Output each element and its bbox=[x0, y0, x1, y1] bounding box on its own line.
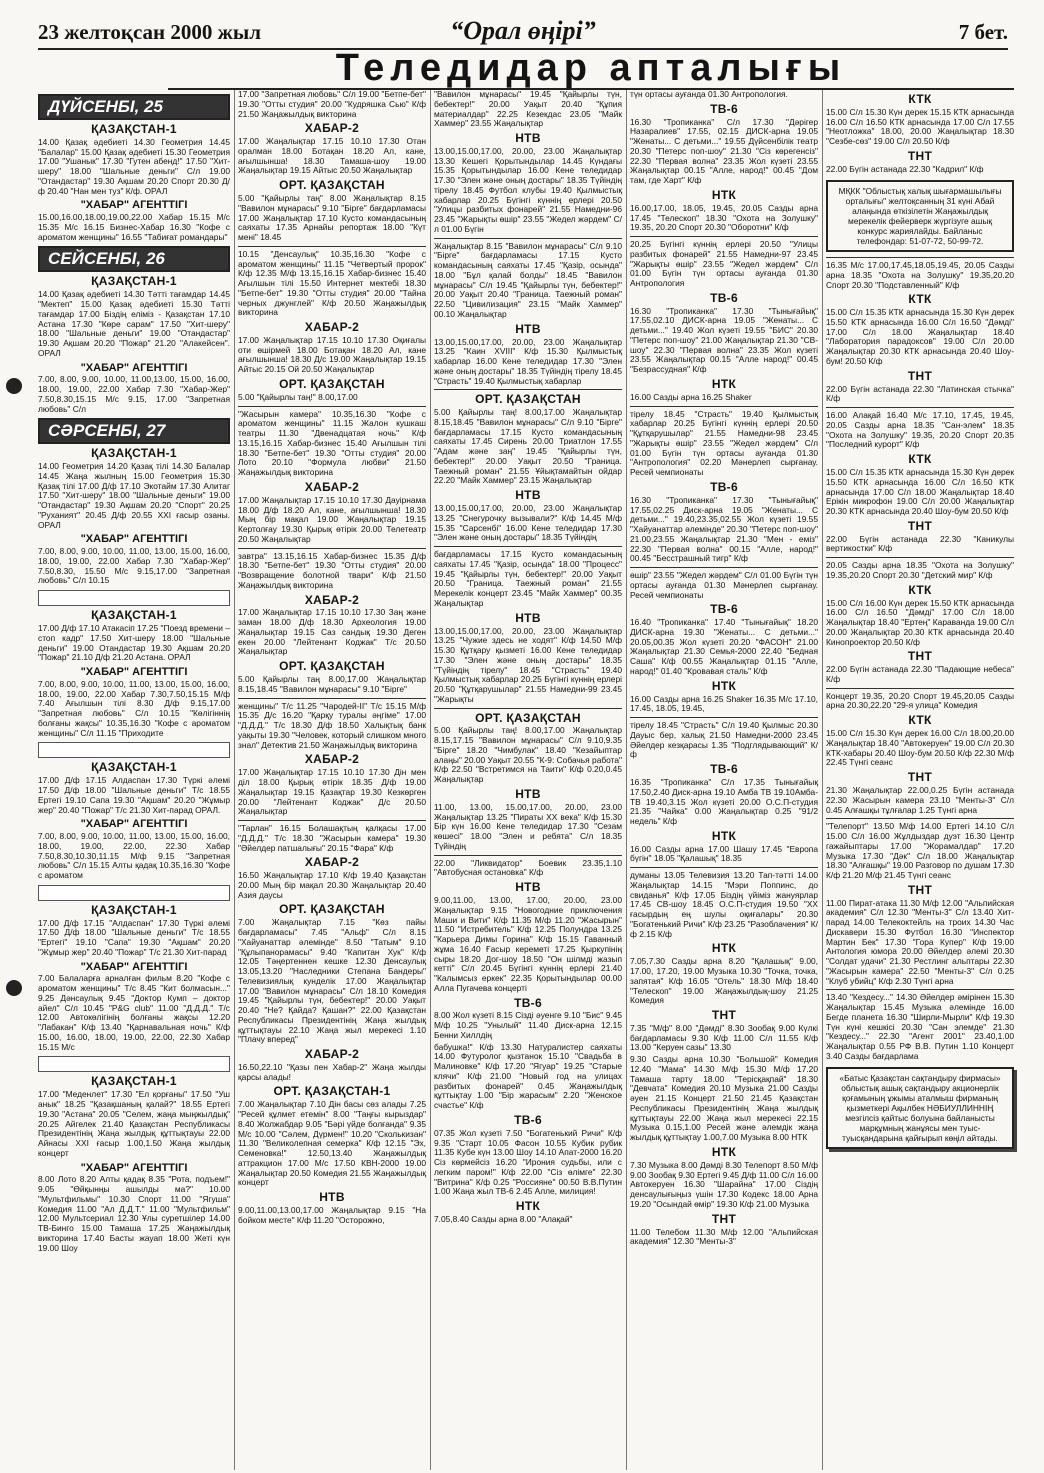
program-listing: 16.35 "Тропиканка" С/л 17.35 Тынығайық 17.50,2.40 Диск-арна 19.10 Амба ТВ 19.10Амба-ТВ 19.40,3.15 Жол күзеті 20.00 О.С.П-студия 21.35 "Чайка" 0.00 Жаңалықтар 0.25 "91/2 недель" К/ф bbox=[630, 777, 818, 826]
channel-name: НТВ bbox=[515, 880, 541, 895]
channel-name: ҚАЗАҚСТАН-1 bbox=[91, 608, 177, 623]
program-listing: 5.00 Қайырлы таң! 8.00,17.00 Жаңалықтар 8.15,17.15 "Вавилон мұнарасы" С/л 9.10,9.35 "Бірге" 18.20 "Чимбулак" 18.40 "Кезайыптар алаңы" 20.00 Уақыт 20.55 "К-9: Собачья работа" К/ф 22.50 "Встретимся на Таити" К/ф 0.20,0.45 Жаңалықтар bbox=[434, 725, 622, 785]
program-listing: 16.00,17.00, 18.05, 19.45, 20.05 Сазды арна 17.45 "Телескоп" 18.30 "Охота на Золушку" 19.35, 20.20 Спорт 20.30 "Оборотни" К/ф bbox=[630, 202, 818, 233]
section-divider bbox=[826, 557, 1014, 558]
program-listing: 5.00 "Қайырлы таң" 8.00 Жаңалықтар 8.15 "Вавилон мұнарасы" 9.10 "Бірге" бағдарламасы 17.00 Жаңалықтар 17.10 Кусто командасының саяхаты 17.35 Арнайы репортаж 18.00 "Күт мені" 18.45 bbox=[238, 193, 426, 243]
section-divider bbox=[826, 818, 1014, 819]
channel-name: ОРТ. ҚАЗАҚСТАН bbox=[279, 178, 385, 193]
channel-name: ХАБАР-2 bbox=[304, 592, 360, 607]
section-divider bbox=[630, 867, 818, 868]
program-listing: 16.30 "Тропиканка" 17.30 "Тынығайық" 17.55,02.25 Диск-арна 19.05 "Женаты... С детьми..." 19.40,23.35,02.55 Жол күзеті 19.55 "Хайуанаттар әлемінде" 20.30 "Петерс поп-шоу" 21.00,23.55 Жаңалықтар 21.30 "Мен - еміз" 22.30 "Первая волна" 00.15 "Алле, народ!" 00.45 "Бесстрашный тигр" К/ф bbox=[630, 494, 818, 564]
program-listing: "Жасырын камера" 10.35,16.30 "Кофе с ароматом женщины" 11.15 Жалон кушкаш театры 11.30 "Двенадцатая ночь" К/ф 13.15,16.15 Хабар-бизнес 15.40 Ағылшын тілі 18.30 "Бетпе-бет" 19.30 "Отты студия" 20.00 Лото 20.10 "Формула любви" 21.50 Жаңажылдық викторина bbox=[238, 408, 426, 478]
program-listing: 17.00 Жаңалықтар 17.15 10.10 17.30 Оқиғалы оти өшірмей 18.00 Ботақан 18.20 Ал, кане ағылшынша! 18.30 Д/с 19.00 Жаңалықтар 19.15 Айтыс 20.15 Ой 20.50 Жаңалықтар bbox=[238, 334, 426, 375]
program-listing: 17.00 Д/ф 17.10 Атакасіп 17.25 "Поезд времени – стоп кадр" 17.50 Хит-шеру 18.00 "Шальные деньги" 19.00 Отандастар 19.30 Ақшам 20.20 "Пожар" 21.10 Д/ф 21.20 Астана. ОРАЛ bbox=[38, 623, 230, 663]
program-listing: 5.00 Қайырлы таң! 8.00,17.00 Жаңалықтар 8.15,18.45 "Вавилон мұнарасы" С/л 9.10 "Бірге" бағдарламасы 17.15 Кусто командасының саяхаты 17.45 Сирень 20.00 Триатлон 17.55 "Адам және заң" 19.45 "Қайырлы түн, бебектер!" 20.00 Уақыт 20.50 "Граница. Таежный роман" 21.55 Ұйықтамайтын ойдар 22.20 "Майк Хаммер" 23.15 Жаңалықтар bbox=[434, 407, 622, 486]
channel-name: ҚАЗАҚСТАН-1 bbox=[91, 122, 177, 136]
channel-name: НТК bbox=[711, 1144, 737, 1159]
channel-name: ХАБАР-2 bbox=[304, 752, 360, 767]
program-listing: 16.00 Сазды арна 16.25 Shaker 16.35 М/с 17.10, 17.45, 18.05, 19.45, bbox=[630, 693, 818, 714]
program-listing: 17.00 Д/ф 17.15 Алдаспан 17.30 Түркі әлемі 17.50 Д/ф 18.00 "Шальные деньги" Т/с 18.55 Ертегі 19.10 Сапа 19.30 "Ақшам" 20.20 "Жұмыр жер" 20.40 "Пожар" Т/с 21.30 Хит-парад ОРАЛ. bbox=[38, 775, 230, 815]
program-listing: 22.00 Бүгін астанада 22.30 "Кадрил" К/ф bbox=[826, 163, 984, 174]
program-listing: Жаңалықтар 8.15 "Вавилон мұнарасы" С/л 9.10 "Бірге" бағдарламасы 17.15 Кусто командасының саяхаты 17.45 "Қазір, осында" 18.00 "Бұл қалай болды" 18.45 "Вавилон мұнарасы" С/л 19.45 "Қайырлы түн, бебектер!" 20.00 Уақыт 20.40 "Граница. Таежный роман" 22.50 "Цивилизация" 23.15 "Майк Хаммер" 00.10 Жаңалықтар bbox=[434, 240, 622, 319]
channel-name: ХАБАР-2 bbox=[304, 320, 360, 335]
section-masthead: Теледидар апталығы bbox=[168, 48, 1014, 90]
program-listing: 22.00 Бүгін астанада 22.30 "Каникулы вертикостки" К/ф bbox=[826, 533, 1014, 554]
program-listing: 7.30 Музыка 8.00 Дәмді 8.30 Телепорт 8.50 М/ф 9.00 Зообақ 9.30 Ертегі 9.45 Д/ф 11.00 С/л 16.00 Автокеруен 16.30 "Шарайна" 17.00 Сіздің денсаулығыңыз үшін 17.30 Кодекс 18.00 Арна 19.20 "Осындай өмір" 19.30 К/ф 21.00 Музыка bbox=[630, 1159, 818, 1209]
section-divider bbox=[630, 236, 818, 237]
channel-name: НТВ bbox=[515, 786, 541, 801]
newspaper-title: “Орал өңірі” bbox=[450, 16, 596, 45]
program-listing: 20.05 Сазды арна 18.35 "Охота на Золушку" 19.35,20.20 Спорт 20.30 "Детский мир" К/ф bbox=[826, 560, 1014, 580]
day-header bbox=[38, 1056, 230, 1072]
section-divider bbox=[630, 567, 818, 568]
program-listing: 7.00, 8.00, 9.00, 10.00, 11.00, 13.00, 15.00, 16.00, 18.00, 19.00, 22.00 Хабар 7.30,7.50,15.15 М/ф 7.40 Ағылшын тілі 8.30 Д/ф 9.15,17.00 "Запретная любовь" С/л 10.15 "Көлігіннің болғаны жақсы" 10.35,16.30 "Кофе с ароматом женщины" С/л 11.15 "Приходите bbox=[38, 678, 230, 738]
channel-name: "ХАБАР" АГЕНТТІГІ bbox=[80, 960, 188, 973]
channel-name: ТНТ bbox=[907, 518, 933, 533]
section-divider bbox=[434, 855, 622, 856]
channel-name: КТК bbox=[908, 713, 932, 728]
channel-name: НТК bbox=[711, 828, 737, 843]
channel-name: НТК bbox=[711, 376, 737, 391]
channel-name: НТК bbox=[711, 187, 737, 202]
channel-name: ҚАЗАҚСТАН-1 bbox=[91, 902, 177, 917]
section-divider bbox=[826, 257, 1014, 258]
channel-name: "ХАБАР" АГЕНТТІГІ bbox=[80, 666, 188, 679]
channel-name: ОРТ. ҚАЗАҚСТАН bbox=[279, 902, 385, 917]
program-listing: 7.00 Жаңалықтар 7.10 Дін басы сөз алады 7.25 "Ресей құлмет етемін" 8.00 "Таңғы кырыздар" 8.40 Жолжабдар 9.05 "Бәрі үйде болғанда" 9.35 М/с 10.00 "Сәлем, Дүрмен!" 10.20 "Сколькизан" 11.30 "Великолепная семерка" К/ф 12.15 "Эх, Семеновка!" 12.50,13.40 Жаңажылдық аттракцион 17.00 М/с 17.50 КВН-2000 19.00 Жаңалықтар 20.50 Комедия 21.55 Жаңажылдық концерт bbox=[238, 1099, 426, 1188]
program-listing: түн ортасы ауғанда 01.30 Антропология. bbox=[630, 90, 788, 99]
program-listing: 7.35 "М/ф" 8.00 "Дәмді" 8.30 Зообақ 9.00 Күлкі бағдарламасы 9.30 К/ф 11.00 С/л 11.55 К/ф 13.00 "Керуен сазы" 13.30 bbox=[630, 1022, 818, 1053]
program-listing: 14.00 Геометрия 14.20 Қазақ тілі 14.30 Балалар 14.45 Жаңа жылның 15.00 Геометрия 15.30 Қазақ тілі 17.00 Д/ф 17.10 Экотайм 17.30 Алитаг 17.50 "Хит-шеру" 18.00 "Шальные деньги" 19.00 "Отандастар" 19.30 Ақшам 20.20 "Спорт" 20.25 "Руханият" 20.45 Д/ф 20.55 XXI ғасыр озаны. ОРАЛ bbox=[38, 461, 230, 530]
program-listing: 8.00 Жол күзеті 8.15 Сізді әуенге 9.10 "Бис" 9.45 М/ф 10.25 "Унылый" 11.40 Диск-арна 12.15 Бенни Хиллдің bbox=[434, 1010, 622, 1040]
announcement-box: МҚКК "Облыстық халық шығармашылығы орталығы" желтоқсанның 31 күні Абай алаңында өткізілетін Жаңажылдық мерекелік фейерверк жүргізуге ашық конкурс жариялайды. Байланыс телефондар: 51-07-72, 50-99-72. bbox=[826, 180, 1014, 252]
section-divider bbox=[238, 698, 426, 699]
section-divider bbox=[434, 546, 622, 547]
binding-hole bbox=[6, 980, 22, 996]
program-listing: 11.00 Телебом 11.30 М/ф 12.00 "Альпийская академия" 12.30 "Менты-3" bbox=[630, 1226, 818, 1247]
program-listing: 17.00 Жаңалықтар 17.15 10.10 17.30 Дауірнама 18.00 Д/ф 18.20 Ал, кане, ағылшынша! 18.30 Мың бір мақал 19.00 Жаңалықтар 19.15 Кертолғау 19.30 Қырық өтірік 20.00 Телетеатр 20.50 Жаңалықтар bbox=[238, 494, 426, 544]
channel-name: КТК bbox=[908, 92, 932, 106]
channel-name: ТНТ bbox=[711, 1008, 737, 1023]
program-listing: 15.00 С/л 15.30 Күн дерек 16.00 С/л 18.00,20.00 Жаңалықтар 18.40 "Автокеруен" 19.00 С/л 20.30 КТК-хабары 20.40 Шоу-бум 20.50 К/ф 22.30 М/ф 22.45 Түнгі сеанс bbox=[826, 728, 1014, 768]
issue-date: 23 желтоқсан 2000 жыл bbox=[38, 20, 262, 44]
program-listing: 15.00 С/л 16.00 Күн дерек 15.50 КТК арнасында 16.00 С/л 16.50 "Дәмді" 17.00 С/л 18.00 Жаңалықтар 18.40 "Ертең" Караванда 19.00 С/л 20.00 Жаңалықтар 20.30 КТК арнасында 20.40 Кинопроектор 20.50 К/ф bbox=[826, 597, 1014, 647]
day-header bbox=[38, 885, 230, 901]
program-listing: 13.00,15.00,17.00, 20.00, 23.00 Жаңалықтар 13.25 "Каин XVIII" К/ф 15.30 Қылмыстық хабарлар 16.00 Кене теледидар 17.30 "Элен және оның достары" 18.35 Түйіндің тірелу 18.45 "Страсть" 19.40 Қылмыстық хабарлар bbox=[434, 336, 622, 386]
program-listing: 15.00 С/л 15.35 КТК арнасында 15.30 Күн дерек 15.50 КТК арнасында 16.00 С/л 16.50 "Дәмді" 17.00 С/л 18.00 Жаңалықтар 18.40 "Лаборатория парадоксов" 19.00 С/л 20.00 Жаңалықтар 20.30 КТК арнасында 20.40 Шоу-бум! 20.50 К/ф bbox=[826, 307, 1014, 366]
column-5 bbox=[822, 90, 1017, 1470]
program-listing: "Телепорт" 13.50 М/ф 14.00 Ертегі 14.10 С/л 15.00 С/л 16.00 Жұлдыздар дуэт 16.30 Центр гажайыптары 17.00 "Жорамалдар" 17.20 Музыка 17.30 "Дәк" С/л 18.00 Жаңалықтар 18.30 "Алғашқы" 19.00 Разговор по душам 17.30 К/ф 21.20 М/ф 21.45 Түнгі сеанс bbox=[826, 821, 1014, 881]
channel-name: НТВ bbox=[515, 610, 541, 625]
program-listing: тірелу 18.45 "Страсть" 19.40 Қылмыстық хабарлар 20.25 Бүгінгі күннің ерлері 20.50 "Құтқарушылар" 21.55 Намедни-98 23.45 "Жарықты өшір" 23.55 "Жедел жәрдем" С/л 01.00 Бүгін түн ортасы ауғанда 01.30 "Антропология" 02.20 Мәнерлеп сырғанау. Ресей чемпионаты bbox=[630, 408, 818, 478]
program-listing: 15.00,16.00,18.00,19.00,22.00 Хабар 15.15 М/с 15.35 М/с 16.15 Бизнес-Хабар 16.30 "Кофе с ароматом женщины" 16.55 "Табиғат романдары" bbox=[38, 212, 230, 242]
channel-name: ТВ-6 bbox=[514, 1112, 542, 1127]
program-listing: 16.30 "Тропиканка" 17.30 "Тынығайық" 17.55,02.10 ДИСК-арна 19.05 "Женаты... С детьми..." 19.40 Жол күзеті 19.55 "БИС" 20.30 "Петерс поп-шоу" 21.00 Жаңалықтар 21.30 "СВ-шоу" 22.30 "Первая волна" 23.35 Жол күзеті 23.55 Жаңалықтар 00.15 "Алле народ!" 00.45 "Безрассудная" К/ф bbox=[630, 305, 818, 375]
channel-name: ҚАЗАҚСТАН-1 bbox=[91, 760, 177, 775]
program-listing: 7.00 Жаңалықтар 7.15 "Көз пайы бағдарламасы" 7.45 "Альф" С/л 8.15 "Хайуанаттар әлемінде" 8.50 "Татым" 9.10 "Құлыпанорамасы" 9.40 "Капитан Хук" К/ф 12.05 Тәңертеннен кешке 12.30 Денсаулық 13.05,13.20 "Наследники Степана Бандеры" Телевизиялық кунделік 17.00 Жаңалықтар 17.00 "Вавилон мұнарасы" С/л 18.10 Комедия 19.45 "Қайырлы түн, бебектер!" 20.00 Уақыт 20.40 "Не? Қайда? Қашан?" 22.00 Қазақстан Республикасы Президентінің Жаңа жылдық құттықтауы 22.10 Жаңа жыл мерекесі 1.10 "Плачу вперед" bbox=[238, 917, 426, 1045]
channel-name: НТВ bbox=[515, 131, 541, 145]
channel-name: ТНТ bbox=[907, 368, 933, 383]
channel-name: ТВ-6 bbox=[710, 290, 738, 305]
channel-name: ХАБАР-2 bbox=[304, 121, 360, 136]
program-listing: думаны 13.05 Телевизия 13.20 Тап-тәтті 14.00 Жаңалықтар 14.15 "Мэри Поппинс, до свиданья" К/ф 17.05 Біздің үйіміз жануярлар 17.45 СВ-шоу 18.45 О.С.П-студия 19.50 "XX ғасырдың ең шулы оқиғалары" 20.30 "Богатенький Ричи" К/ф 23.25 "Разоблачения" К/ф 2.15 К/ф bbox=[630, 870, 818, 939]
program-listing: 17.00 Жаңалықтар 17.15 10.10 17.30 Заң және заман 18.00 Д/ф 18.30 Археология 19.00 Жаңалықтар 19.15 Саз сандық 19.30 Деген екен 20.00 "Лейтенант Коджак" Т/с 20.50 Жаңалықтар bbox=[238, 607, 426, 657]
program-listing: 07.35 Жол күзеті 7.50 "Богатенький Ричи" К/ф 9.35 "Старт 10.05 Фасон 10.55 Кубик рубик 11.35 Кубе күн 13.00 Шоу 14.10 Апат-2000 16.20 Сіз көрмейсіз 16.20 "Ирония судьбы, или с легким паром!" К/ф 22.00 "Сіз өлімге" 22.30 "Витрина" К/ф 0.25 "Россияне" 00.50 В.В.Путин 1.00 Жаңа жыл ТВ-6 2.45 Алле, милиция! bbox=[434, 1127, 622, 1197]
channel-name: ХАБАР-2 bbox=[304, 855, 360, 870]
channel-name: ОРТ. ҚАЗАҚСТАН bbox=[475, 710, 581, 725]
program-listing: 17.00 Д/ф 17.15 "Алдаспан" 17.30 Түркі әлемі 17.50 Д/ф 18.00 "Шальные деньги" Т/с 18.55 "Ертегі" 19.10 "Сапа" 19.30 "Ақшам" 20.20 "Жұмыр жер" 20.40 "Пожар" Т/с 21.30 Хит-парад bbox=[38, 917, 230, 957]
channel-name: ТНТ bbox=[907, 882, 933, 897]
program-listing: 7.00, 8.00, 9.00, 10.00, 11.00, 13.00, 15.00, 16.00, 18.00, 19.00, 22.00, 22.30 Хабар 7.50,8.30,10.30,11.15 М/ф 9.15 "Запретная любовь" С/л 15.15 Алты қадақ 10.35,16.30 "Кофе с ароматом bbox=[38, 831, 230, 881]
program-listing: 11.00, 13.00, 15.00,17.00, 20.00, 23.00 Жаңалықтар 13.25 "Пираты XX века" К/ф 15.30 Бір күн 16.00 Кене теледидар 17.30 "Сезам көшесі" 18.00 "Элен и ребята" С/л 18.35 Түйіндің bbox=[434, 801, 622, 851]
channel-name: НТК bbox=[711, 678, 737, 693]
channel-name: НТК bbox=[711, 941, 737, 956]
program-listing: 11.00 Пират-атака 11.30 М/ф 12.00 "Альпийская академия" С/л 12.30 "Менты-3" С/л 13.40 Хит-парад 14.00 Телекоктейль на троих 14.30 Час Дискавери 15.30 Футбол 16.30 "Инспектор Мартин Бек" 17.30 "Гора Купер" К/ф 19.00 Антология юмора 20.00 Әйелдер әлемі 20.30 "Солдат удачи" 21.30 Рестлинг альптары 22.30 "Жасырын камера" 22.50 "Менты-3" С/л 0.25 "Клуб убийц" К/ф 2.30 Түнгі арна bbox=[826, 897, 1014, 986]
program-listing: 22.00 "Ликвидатор" Боевик 23.35,1.10 "Автобусная остановка" К/ф bbox=[434, 857, 622, 878]
program-listing: бабушка!" К/ф 13.30 Натуралистер саяхаты 14.00 Футуролог қызтанок 15.10 "Свадьба в Малиновке" К/ф 17.20 "Ягуар" 19.25 "Старые клячи" К/ф 21.00 "Новый год на улицах разбитых фонарей" 0.45 Жаңажылдық құттықтау 1.00 "Бір жарасым" 2.20 "Женское счастье" К/ф bbox=[434, 1041, 622, 1111]
section-divider bbox=[630, 717, 818, 718]
program-listing: завтра" 13.15,16.15 Хабар-бизнес 15.35 Д/ф 18.30 "Бетпе-бет" 19.30 "Отты студия" 20.00 "Возвращение болотной твари" К/ф 21.50 Жаңажылдық викторина bbox=[238, 550, 426, 590]
program-listing: бағдарламасы 17.15 Кусто командасының саяхаты 17.45 "Қазір, осында" 18.00 "Процесс" 19.45 "Қайырлы түн, бебектер!" 20.00 Уақыт 20.50 "Граница. Таежный роман" 21.55 Мерекелік концерт 23.45 "Майк Хаммер" 00.35 Жаңалықтар bbox=[434, 549, 622, 608]
section-divider bbox=[238, 820, 426, 821]
channel-name: "ХАБАР" АГЕНТТІГІ bbox=[80, 1161, 188, 1174]
program-listing: "Тарлан" 16.15 Болашақтың қалқасы 17.00 "Д.Д.Д." Т/с 18.30 "Жасырын камера" 19.30 "Әйелдер патшалығы" 20.15 "Фара" К/ф bbox=[238, 823, 426, 853]
program-listing: 9.00,11.00,13.00,17.00 Жаңалықтар 9.15 "На бойком месте" К/ф 11.20 "Осторожно, bbox=[238, 1205, 426, 1225]
channel-name: ОРТ. ҚАЗАҚСТАН-1 bbox=[273, 1084, 391, 1099]
channel-name: ТНТ bbox=[711, 1211, 737, 1226]
program-listing: 7.00 Балаларға арналған фильм 8.20 "Кофе с ароматом женщины" Т/с 8.45 "Кит болмасын..." 9.25 Дәнсаулық 9.45 "Доктор Кумп – доктор айел" С/л 10.45 "P&G club" 11.00 "Д.Д.Д." Т/с 12.00 Автокөлігінің болғаны жақсы 12.20 "Лабакан" К/ф 13.40 "Қарнавальная ночь" К/ф 15.00, 16.00, 18.00, 19.00, 22.00, 22.30 Хабар 15.15 М/с bbox=[38, 973, 230, 1052]
program-listing: 13.00,15.00,17.00, 20.00, 23.00 Жаңалықтар 13.30 Кешегі Қорытындылар 14.45 Күндағы 15.35 Қорытындылар 16.00 Кене теледидар 17.30 "Элен және оның достары" 18.35 Түйіндің тірелу 18.45 Футбол клубы 19.40 Қылмыстық хабарлар 20.25 Бүгінгі күннің ерлері 20.50 "Улицы разбитых фонарей" 21.55 Намедни-96 23.45 "Жарықты өшір" 23.55 "Жедел жәрдем" С/л 01.00 Бүгін bbox=[434, 145, 622, 234]
program-listing: 16.00 Алақай 16.40 М/с 17.10, 17.45, 19.45, 20.05 Сазды арна 18.35 "Сан-элем" 18.35 "Охота на Золушку" 19.35, 20.20 Спорт 20.35 "Последний курорт" К/ф bbox=[826, 410, 1014, 450]
column-4 bbox=[626, 90, 821, 1470]
section-divider bbox=[434, 238, 622, 239]
program-listing: 22.00 Бүгін астанада 22.30 "Латинская стычка" К/ф bbox=[826, 383, 1014, 404]
program-listing: 14.00 Қазақ әдебиеті 14.30 Тәтті тағамдар 14.45 "Мектеп" 15.00 Қазақ әдебиеті 15.30 Тәтті тағамдар 17.00 Біздің еліміз - Қазақстан 17.10 Астана 17.30 "Көре сарам" 17.50 "Хит-шеру" 18.00 "Шальные деньги" 19.00 "Отандастар" 19.30 Ақшам 20.20 "Пожар" 21.20 "Алакейсен". ОРАЛ bbox=[38, 289, 230, 358]
program-listing: женщины" Т/с 11.25 "Чародей-II" Т/с 15.15 М/ф 15.35 Д/с 16.20 "Қарқу туралы әңгіме" 17.00 "Д.Д.Д." Т/с 18.30 Д/ф 18.50 Халықтық банк уақыты 19.30 "Человек, который слишком много знал" Детектив 21.50 Жаңажылдық викторина bbox=[238, 700, 426, 750]
program-listing: 7.00, 8.00, 9.00, 10.00, 11.00, 13.00, 15.00, 16.00, 18.00, 19.00, 22.00 Хабар 7.30 "Хабар-Жер" 7.50,8.30, 15.50 М/с 9.15,17.00 "Запретная любовь" С/л 10.15 bbox=[38, 546, 230, 586]
program-listing: 9.30 Сазды арна 10.30 "Большой" Комедия 12.40 "Мама" 14.30 М/ф 15.30 М/ф 17.20 Тамаша тарту 18.00 "Терісқақпай" 18.30 "Девчата" Комедия 20.10 Музыка 21.00 Сазды әуен 21.15 Концерт 21.50 21.45 Қазақстан Республикасы Президентінің Жаңа жылдық құттықтауы 22.00 Жаңа жыл мерекесі 22.15 Музыка 0.15,1.00 Ресей және әлемдік жаңа жылдық құттықтау 1.00,7.00 Музыка 8.00 НТК bbox=[630, 1054, 818, 1143]
program-listing: 5.00 "Қайырлы таң!" 8.00,17.00 bbox=[238, 391, 358, 402]
program-listing: 17.00 "Меденлет" 17.30 "Ел қорғаны" 17.50 "Уш анык" 18.25 "Қазақшаның қалай?" 18.55 Ертегі 19.30 "Астана" 20.05 "Селем, жаңа мыңжылдық" 20.25 Айгелек 21.40 Қазақстан Республикасы Президентінің Жаңа жылдық құттықтауы 22.00 Айнасы XXI ғасыр 1.00,1.50 Жаңа жылдық концерт bbox=[38, 1089, 230, 1158]
program-listing: 16.00 Сазды арна 16.25 Shaker bbox=[630, 391, 752, 402]
channel-name: НТВ bbox=[515, 488, 541, 503]
program-listing: 7.05,7.30 Сазды арна 8.20 "Қалашық" 9.00, 17.00, 17.20, 19.00 Музыка 10.30 "Точка, точка, запятая" К/ф 16.05 "Отель" 18.30 М/ф 18.40 "Телескоп" 19.00 Жаңажылдық-шоу 21.25 Комедия bbox=[630, 956, 818, 1006]
column-3 bbox=[430, 90, 625, 1470]
program-listing: 22.00 Бүгін астанада 22.30 "Падающие небеса" К/ф bbox=[826, 664, 1014, 684]
program-listing: 17.00 Жаңалықтар 17.15 10.10 17.30 Отан оралман 18.00 Ботақан 18.20 Ал, кане, ағылшынша! 18.30 Тамаша-шоу 19.00 Жаңалықтар 19.15 Айтыс 20.50 Жаңалықтар bbox=[238, 136, 426, 176]
section-divider bbox=[826, 688, 1014, 689]
channel-name: ТНТ bbox=[907, 649, 933, 664]
day-header bbox=[38, 590, 230, 606]
program-listing: 16.35 М/с 17.00,17.45,18.05,19.45, 20.05 Сазды арна 18.35 "Охота на Золушку" 19.35,20.20 Спорт 20.30 "Подставленный" К/ф bbox=[826, 260, 1014, 290]
program-listing: 16.40 "Тропиканка" 17.40 "Тынығайық" 18.20 ДИСК-арна 19.30 "Женаты... С детьми..." 20.05,00.35 Жол күзеті 20.20 "ФАСОН" 21.00 Жаңалықтар 21.30 Семья-2000 22.40 "Бедная Саша" К/ф 00.55 Жаңалықтар 01.15 "Алле, народ!" 01.40 "Кровавая сталь" К/ф bbox=[630, 617, 818, 676]
section-divider bbox=[434, 708, 622, 709]
program-listing: өшір" 23.55 "Жедел жәрдем" С/л 01.00 Бүгін түн ортасы ауғанда 01.30 Мәнерлеп сырғанау. Ресей чемпионаты bbox=[630, 570, 818, 600]
program-listing: 14.00 Қазақ әдебиеті 14.30 Геометрия 14.45 "Балалар" 15.00 Қазақ әдебиеті 15.30 Геометрия 17.00 "Ушанык" 17.30 "Гутен абенд!" 17.50 "Хит-шеру" 18.00 "Шальные деньги" С/л 19.00 "Отандастар" 19.30 Ақшам 20.20 Спорт 20.30 Д/ф 20.40 "Нан мен туз" К/ф. ОРАЛ bbox=[38, 136, 230, 196]
column-1 bbox=[38, 90, 233, 1470]
channel-name: ТВ-6 bbox=[710, 602, 738, 617]
program-listing: 7.00, 8.00, 9.00, 10.00, 11.00,13.00, 15.00, 16.00, 18.00, 19.00, 22.00 Хабар 7.30 "Хабар-Жер" 7.50,8.30,15.15 М/с 9.15, 17.00 "Запретная любовь" С/л bbox=[38, 374, 230, 414]
channel-name: НТВ bbox=[319, 1190, 345, 1205]
channel-name: ТНТ bbox=[907, 148, 933, 163]
channel-name: НТВ bbox=[515, 321, 541, 336]
program-listing: 20.25 Бүгінгі күннің ерлері 20.50 "Улицы разбитых фонарей" 21.55 Намедни-97 23.45 "Жарықты өшір" 23.55 "Жедел жәрдем" С/л 01.00 Бүгін түн ортасы ауғанда 01.30 Антропология bbox=[630, 239, 818, 289]
channel-name: ТВ-6 bbox=[710, 479, 738, 494]
program-listing: 16.30 "Тропиканка" С/л 17.30 "Дәрігер Назаралиев" 17.55, 02.15 ДИСК-арна 19.05 "Женаты... С детьми..." 19.55 Дүйсенбілік театр 20.30 "Петерс поп-шоу" 21.30 "Сіз көрегенсіз" 22.30 "Первая волна" 23.35 Жол күзеті 23.55 Жаңалықтар 00.15 "Алле, народ!" 00.45 "Дом там, где Харт" К/ф bbox=[630, 116, 818, 186]
program-listing: 16.50,22.10 "Қазы пен Хабар-2" Жаңа жылды қарсы алады! bbox=[238, 1061, 426, 1082]
program-listing: 13.40 "Кездесу..." 14.30 Әйелдер әмірінен 15.30 Жаңалықтар 15.45 Музыка әлемінде 16.00 Бегде планета 16.30 "Ширли-Мырли" К/ф 19.30 Түн күні кешкісі 20.30 "Сан элемде" 21.30 "Кездесу..." 22.30 "Агент 2001" 23.40,1.00 Жаңалықтар 0.55 РФ В.В. Путин 1.10 Концерт 3.40 Сазды бағдарлама bbox=[826, 992, 1014, 1061]
program-listing: 13.00,15.00,17.00, 20.00, 23.00 Жаңалықтар 13.25 "Чужие здесь не ходят" К/ф 14.50 М/ф 15.30 Құтқару қызметі 16.00 Кене теледидар 17.30 "Элен және оның достары" 18.35 "Түйіндің тірелу" 18.45 "Страсть" 19.40 Қылмыстық хабарлар 20.25 Бүгінгі күннің ерлері 20.50 "Құтқарушылар" 21.55 Намедни-99 23.45 "Жарықты bbox=[434, 625, 622, 704]
channel-name: "ХАБАР" АГЕНТТІГІ bbox=[80, 361, 188, 374]
day-header: СЕЙСЕНБІ, 26 bbox=[38, 246, 230, 272]
program-listing: 10.15 "Денсаулық" 10.35,16.30 "Кофе с ароматом женщины" 11.15 "Четвертый пророк" К/ф 12.35 М/ф 13.15,16.15 Хабар-бизнес 15.40 Ағылшын тілі 15.50 Интернет мектебі 18.30 "Бетпе-бет" 19.30 "Отты студия" 20.00 "Тайна черных джунглей" К/ф 20.50 Жаңажылдық викторина bbox=[238, 248, 426, 318]
program-listing: 17.00 "Запретная любовь" С/л 19.00 "Бетпе-бет" 19.30 "Отты студия" 20.00 "Кудряшка Сью" К/ф 21.50 Жаңажылдық викторина bbox=[238, 90, 426, 119]
day-header bbox=[38, 742, 230, 758]
day-header: ДҮЙСЕНБІ, 25 bbox=[38, 94, 230, 120]
day-header: СӘРСЕНБІ, 27 bbox=[38, 418, 230, 444]
section-divider bbox=[238, 246, 426, 247]
program-listing: тірелу 18.45 "Страсть" С/л 19.40 Қылмыс 20.30 Дауыс бер, халық 21.50 Намедни-2000 23.45 Әйелдер кезқарасы 1.35 "Подглядывающий" К/ф bbox=[630, 720, 818, 760]
channel-name: "ХАБАР" АГЕНТТІГІ bbox=[80, 533, 188, 546]
program-listing: 17.00 Жаңалықтар 17.15 10.10 17.30 Дін мен діл 18.00 Қырық өтірік 18.35 Д/ф 19.00 Жаңалықтар 19.15 Қазақтар 19.30 Кезкөрген 20.00 "Лейтенант Коджак" Д/с 20.50 Жаңалықтар bbox=[238, 767, 426, 817]
channel-name: ТНТ bbox=[907, 770, 933, 785]
program-listing: 21.30 Жаңалықтар 22.00,0.25 Бүгін астанада 22.30 Жасырын камера 23.10 "Менты-3" С/л 0.45 Алғашқы тұлғалар 1.25 Түнгі арна bbox=[826, 785, 1014, 815]
program-listing: 15.00 С/л 15.30 Күн дерек 15.15 КТК арнасында 16.00 С/л 16.50 КТК арнасында 17.00 С/л 17.55 "Неотложка" 18.00, 20.00 Жаңалықтар 18.30 "Сезбе-сөз" 19.00 С/л 20.50 К/ф bbox=[826, 106, 1014, 147]
channel-name: ҚАЗАҚСТАН-1 bbox=[91, 446, 177, 461]
channel-name: ОРТ. ҚАЗАҚСТАН bbox=[279, 659, 385, 674]
channel-name: КТК bbox=[908, 452, 932, 467]
channel-name: ОРТ. ҚАЗАҚСТАН bbox=[475, 392, 581, 407]
program-listing: "Вавилон мұнарасы" 19.45 "Қайырлы түн, бебектер!" 20.00 Уақыт 20.40 "Құпия материалдар" 22.25 Кезекдас 23.05 "Майк Хаммер" 23.55 Жаңалықтар bbox=[434, 90, 622, 129]
section-divider bbox=[826, 407, 1014, 408]
program-listing: 8.00 Лото 8.20 Алты қадақ 8.35 "Рота, подъем!" 9.05 "Өйқынңы ашылды ма?" 10.00 "Мультфильмы" 10.30 Спорт 11.00 "Ягуша" Комедия 11.00 "Ал Д.Д.Т." 11.00 "Мультфильм" 12.00 Мультсериал 12.30 Ұлы суретшілер 14.00 ТВ-Бинго 15.00 Тамаша 17.25 Жаңажылдық викторина 17.40 Басты жауап 18.00 Жеті күн 19.00 Шоу bbox=[38, 1174, 230, 1253]
section-divider bbox=[238, 548, 426, 549]
channel-name: КТК bbox=[908, 292, 932, 307]
program-listing: 9.00,11.00, 13.00, 17.00, 20.00, 23.00 Жаңалықтар 9.15 "Новогодние приключения Маши и Вити" К/ф 11.35 М/ф 11.20 "Жасырын" 11.50 "Истребитель" К/ф 12.25 Полундра 13.25 "Карьера Димы Горина" К/ф 15.15 Гаванный жұма 16.40 Ғасыр кереметі 17.25 Қыркупінің сыры 18.20 Дог-шоу 18.50 "Он шілмді жазып кетті" С/л 20.45 Бүгінгі күннің ерлері 21.40 "Калымсыз еркек" 22.35 Қорытындылар 00.00 Алла Пугачева концерті bbox=[434, 895, 622, 993]
binding-hole bbox=[6, 378, 22, 394]
channel-name: ТВ-6 bbox=[710, 101, 738, 116]
program-listing: 15.00 С/л 15.35 КТК арнасында 15.30 Күн дерек 15.50 КТК арнасында 16.00 С/л 16.50 КТК арнасында 17.00 С/л 18.00 Жаңалықтар 18.40 Ерікін микрофон 19.00 С/л 20.00 Жаңалықтар 20.30 КТК арнасында 20.40 Шоу-бум 20.50 К/ф bbox=[826, 467, 1014, 516]
program-listing: 5.00 Қайырлы таң 8.00,17.00 Жаңалықтар 8.15,18.45 "Вавилон мұнарасы" 9.10 "Бірге" bbox=[238, 674, 426, 694]
channel-name: ХАБАР-2 bbox=[304, 1047, 360, 1062]
channel-name: ХАБАР-2 bbox=[304, 479, 360, 494]
tv-grid bbox=[38, 90, 1016, 1470]
channel-name: НТК bbox=[515, 1199, 541, 1214]
page-header bbox=[38, 14, 1008, 50]
section-divider bbox=[826, 989, 1014, 990]
program-listing: 13.00,15.00,17.00, 20.00, 23.00 Жаңалықтар 13.25 "Снегурочку вызывали?" К/ф 14.45 М/ф 15.35 "Сарсенбі" 16.00 Кене теледидар 17.30 "Элен және оның достары" 18.35 Түйіндің bbox=[434, 503, 622, 543]
channel-name: ОРТ. ҚАЗАҚСТАН bbox=[279, 376, 385, 391]
channel-name: ҚАЗАҚСТАН-1 bbox=[91, 274, 177, 289]
channel-name: "ХАБАР" АГЕНТТІГІ bbox=[80, 818, 188, 831]
channel-name: "ХАБАР" АГЕНТТІГІ bbox=[80, 199, 188, 212]
column-2 bbox=[234, 90, 429, 1470]
program-listing: 7.05,8.40 Сазды арна 8.00 "Алақай" bbox=[434, 1213, 573, 1224]
channel-name: ТВ-6 bbox=[710, 762, 738, 777]
section-divider bbox=[434, 389, 622, 390]
section-divider bbox=[630, 406, 818, 407]
section-divider bbox=[238, 406, 426, 407]
page-number: 7 бет. bbox=[958, 20, 1008, 44]
program-listing: 16.50 Жаңалықтар 17.10 К/ф 19.40 Қазақстан 20.00 Мың бір мақал 20.30 Жаңалықтар 20.40 Азия даусы bbox=[238, 870, 426, 900]
channel-name: ТВ-6 bbox=[514, 995, 542, 1010]
channel-name: КТК bbox=[908, 582, 932, 597]
program-listing: Концерт 19.35, 20.20 Спорт 19.45,20.05 Сазды арна 20.30,22.20 "29-я улица" Комедия bbox=[826, 690, 1014, 711]
condolence-box: «Батыс Қазақстан сақтандыру фирмасы» облыстық ашық сақтандыру акционерлік қоғамының ұжымы аталмыш фирманың қызметкері Ақылбек НӘБИУЛЛИННІҢ мезгілсіз қайтыс болуына байланысты марқұмның жанұясы мен туыс-туысқандарына қайғырып көңіл айтады. bbox=[826, 1067, 1014, 1150]
program-listing: 16.00 Сазды арна 17.00 Шашу 17.45 "Европа бүгін" 18.05 "Қалашық" 18.35 bbox=[630, 843, 818, 864]
channel-name: ҚАЗАҚСТАН-1 bbox=[91, 1074, 177, 1089]
